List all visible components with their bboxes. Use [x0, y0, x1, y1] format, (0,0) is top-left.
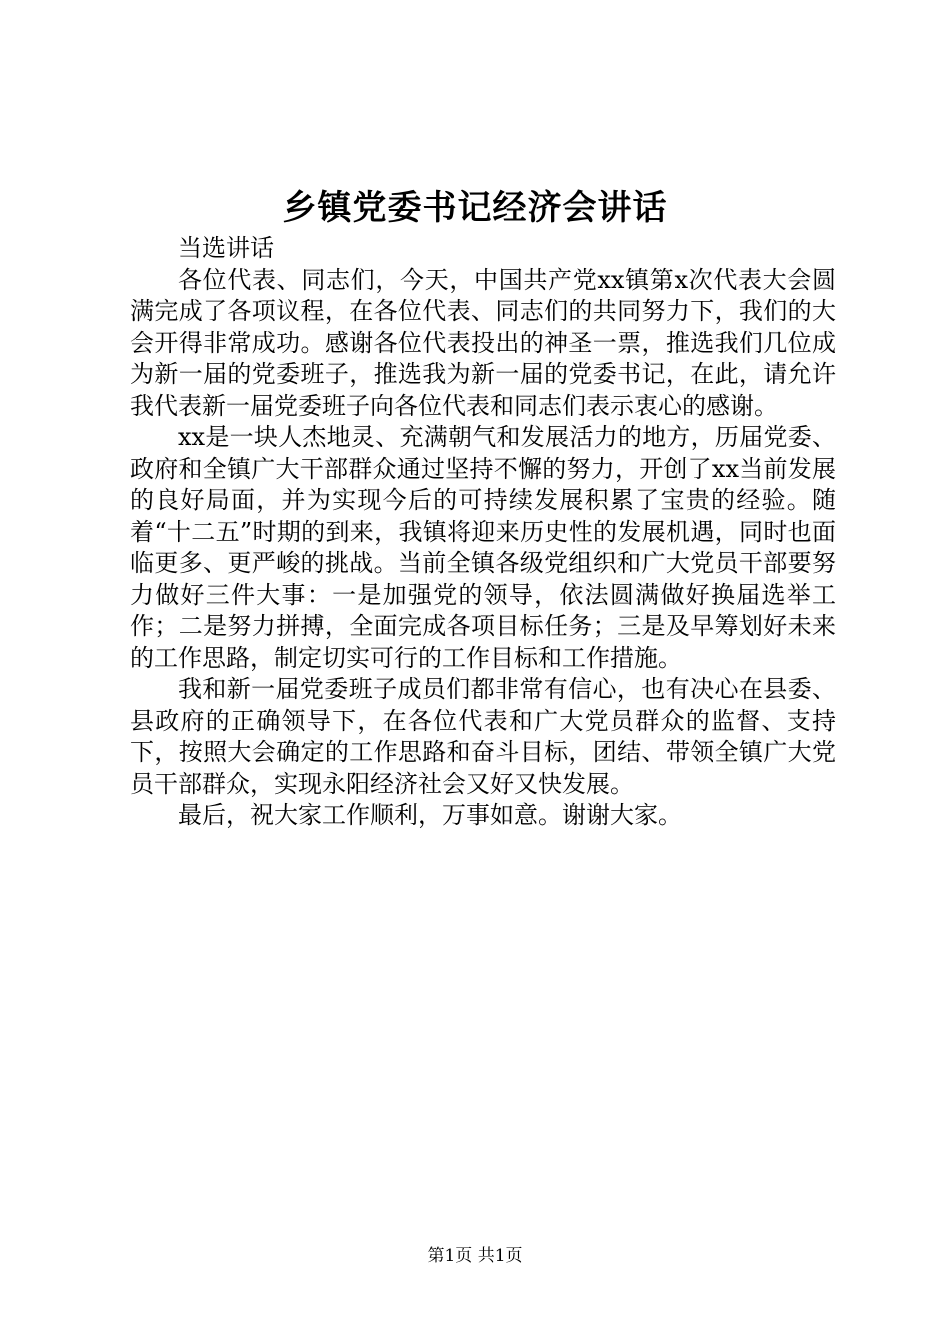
document-title: 乡镇党委书记经济会讲话	[282, 188, 668, 228]
page-footer: 第1页 共1页	[427, 1246, 523, 1266]
paragraph: xx是一块人杰地灵、充满朝气和发展活力的地方，历届党委、政府和全镇广大干部群众通过坚持不懈的努力，开创了xx当前发展的良好局面，并为实现今后的可持续发展积累了宝贵的经验。随着“十二五”时期的到来，我镇将迎来历史性的发展机遇，同时也面临更多、更严峻的挑战。当前全镇各级党组织和广大党员干部要努力做好三件大事：一是加强党的领导，依法圆满做好换届选举工作；二是努力拼搏，全面完成各项目标任务；三是及早筹划好未来的工作思路，制定切实可行的工作目标和工作措施。	[130, 423, 836, 672]
paragraph: 最后，祝大家工作顺利，万事如意。谢谢大家。	[178, 801, 682, 829]
paragraph: 各位代表、同志们，今天，中国共产党xx镇第x次代表大会圆满完成了各项议程，在各位代表、同志们的共同努力下，我们的大会开得非常成功。感谢各位代表投出的神圣一票，推选我们几位成为新一届的党委班子，推选我为新一届的党委书记，在此，请允许我代表新一届党委班子向各位代表和同志们表示衷心的感谢。	[130, 265, 836, 420]
document-body	[130, 233, 836, 832]
paragraph-subtitle: 当选讲话	[178, 234, 274, 262]
paragraph: 我和新一届党委班子成员们都非常有信心，也有决心在县委、县政府的正确领导下，在各位代表和广大党员群众的监督、支持下，按照大会确定的工作思路和奋斗目标，团结、带领全镇广大党员干部群众，实现永阳经济社会又好又快发展。	[130, 675, 836, 798]
